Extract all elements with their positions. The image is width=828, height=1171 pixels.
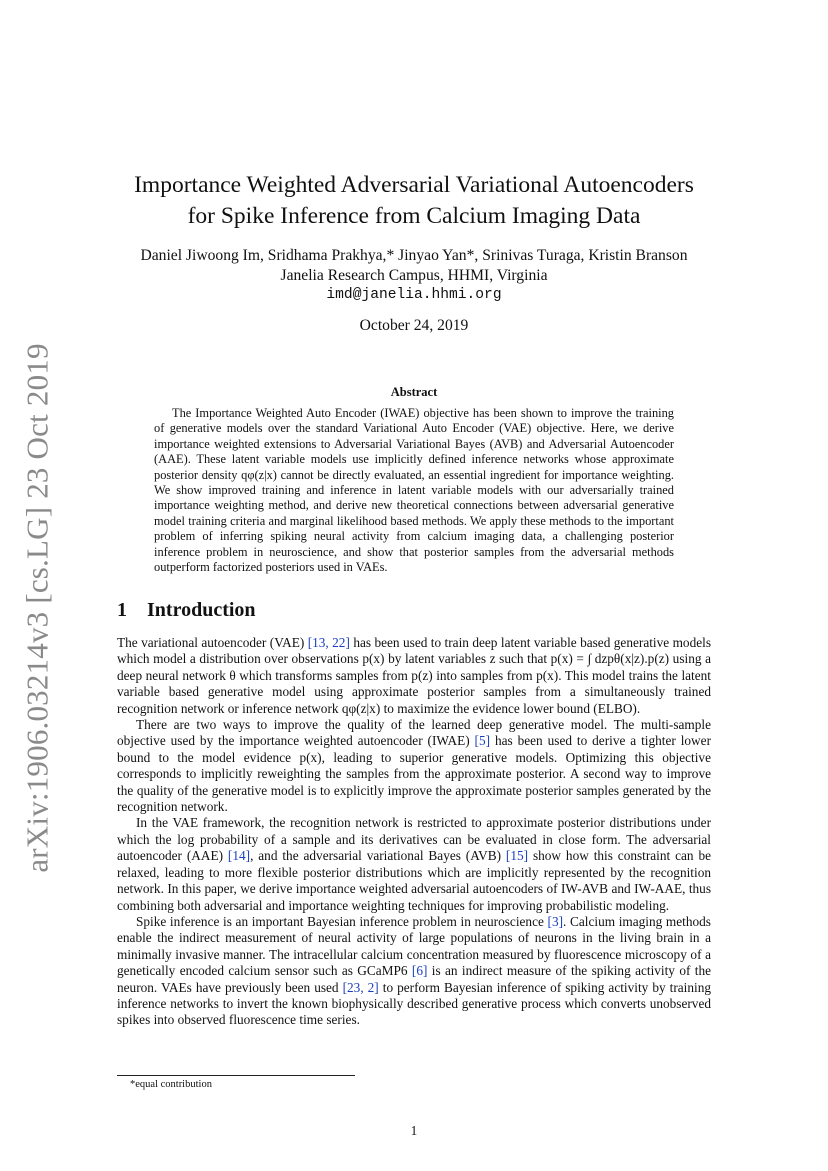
paper-title: [100, 170, 728, 232]
paragraph-1-text-b: has been used to train deep latent variable based generative models which model a distribution over observations p(x) by latent variables z such that p(x) = ∫ dzpθ(x|z).p(z) using a deep neural network θ which transforms samples from p(z) into samples from p(x). This model trains the latent variable based generative model using approximate posterior samples from a simultaneously trained recognition network or inference network qφ(z|x) to maximize the evidence lower bound (ELBO).: [117, 635, 711, 716]
paragraph-2-text-b: has been used to derive a tighter lower bound to the model evidence p(x), leading to superior generative models. Optimizing this objective corresponds to implicitly reweighting the samples from the approximate posterior. A second way to improve the quality of the generative model is to explicitly improve the approximate posterior samples generated by the recognition network.: [117, 733, 711, 815]
paragraph-4-text-c: is an indirect measure of the spiking activity of the neuron. VAEs have previously been used: [117, 963, 711, 995]
citation-link[interactable]: [13, 22]: [307, 635, 350, 650]
footnote: *equal contribution: [130, 1079, 212, 1090]
footnote-divider: [117, 1075, 355, 1076]
citation-link[interactable]: [14]: [227, 848, 251, 864]
title-line-1: Importance Weighted Adversarial Variational Autoencoders: [134, 172, 694, 198]
publication-date: October 24, 2019: [359, 317, 469, 334]
arxiv-identifier: [20, 343, 56, 873]
section-title: Introduction: [147, 599, 256, 621]
paragraph-1: [117, 635, 711, 717]
paragraph-4-text-d: to perform Bayesian inference of spiking activity by training inference networks to invert the known biophysically described generative process which converts unobserved spikes into observed fluorescence time series.: [117, 979, 711, 1028]
paragraph-2-text-a: There are two ways to improve the quality of the learned deep generative model. The multi-sample objective used by the importance weighted autoencoder (IWAE): [117, 717, 711, 749]
title-line-2: for Spike Inference from Calcium Imaging Data: [187, 203, 641, 229]
citation-link[interactable]: [3]: [547, 913, 564, 929]
section-number: 1: [117, 599, 127, 621]
paragraph-3: [117, 815, 711, 913]
citation-link[interactable]: [23, 2]: [342, 979, 379, 995]
paragraph-3-text-c: show how this constraint can be relaxed, leading to more flexible posterior distributions which are implicitly represented by the recognition network. In this paper, we derive importance weighted adversarial autoencoders of IW-AVB and IW-AAE, thus combining both adversarial and importance weighting techniques for improving probabilistic modeling.: [117, 848, 711, 913]
author-list: Daniel Jiwoong Im, Sridhama Prakhya,* Jinyao Yan*, Srinivas Turaga, Kristin Branson: [140, 247, 688, 264]
paragraph-4-text-a: Spike inference is an important Bayesian inference problem in neuroscience: [136, 913, 548, 929]
paragraph-1-text-a: The variational autoencoder (VAE): [117, 635, 308, 650]
page-number: 1: [410, 1123, 418, 1138]
abstract-heading: Abstract: [390, 385, 438, 399]
paragraph-4: [117, 914, 711, 1029]
paragraph-2: [117, 717, 711, 815]
introduction-body: [117, 635, 711, 1029]
section-heading: [117, 599, 256, 622]
paragraph-3-text-a: In the VAE framework, the recognition network is restricted to approximate posterior distributions under which the log probability of a sample and its derivatives can be evaluated in close form. The adversarial autoencoder (AAE): [117, 815, 711, 864]
citation-link[interactable]: [5]: [474, 733, 491, 749]
arxiv-identifier-text: arXiv:1906.03214v3 [cs.LG] 23 Oct 2019: [20, 343, 56, 873]
paragraph-3-text-b: , and the adversarial variational Bayes (AVB): [250, 848, 506, 864]
contact-email[interactable]: imd@janelia.hhmi.org: [326, 287, 502, 303]
paragraph-4-text-b: . Calcium imaging methods enable the indirect measurement of neural activity of large populations of neurons in the living brain in a minimally invasive manner. The intracellular calcium concentration measured by fluorescence microscopy of a genetically encoded calcium sensor such as GCaMP6: [117, 913, 711, 979]
abstract-text: The Importance Weighted Auto Encoder (IWAE) objective has been shown to improve the training of generative models over the standard Variational Auto Encoder (VAE) objective. Here, we derive importance weighted extensions to Adversarial Variational Bayes (AVB) and Adversarial Autoencoder (AAE). These latent variable models use implicitly defined inference networks whose approximate posterior density qφ(z|x) cannot be directly evaluated, an essential ingredient for importance weighting. We show improved training and inference in latent variable models with our adversarially trained importance weighting method, and derive new theoretical connections between adversarial generative model training criteria and marginal likelihood based methods. We apply these methods to the important problem of inferring spiking neural activity from calcium imaging data, a challenging posterior inference problem in neuroscience, and show that posterior samples from the adversarial methods outperform factorized posteriors used in VAEs.: [154, 406, 674, 575]
affiliation: Janelia Research Campus, HHMI, Virginia: [280, 267, 548, 284]
citation-link[interactable]: [15]: [505, 848, 529, 864]
citation-link[interactable]: [6]: [411, 963, 428, 979]
